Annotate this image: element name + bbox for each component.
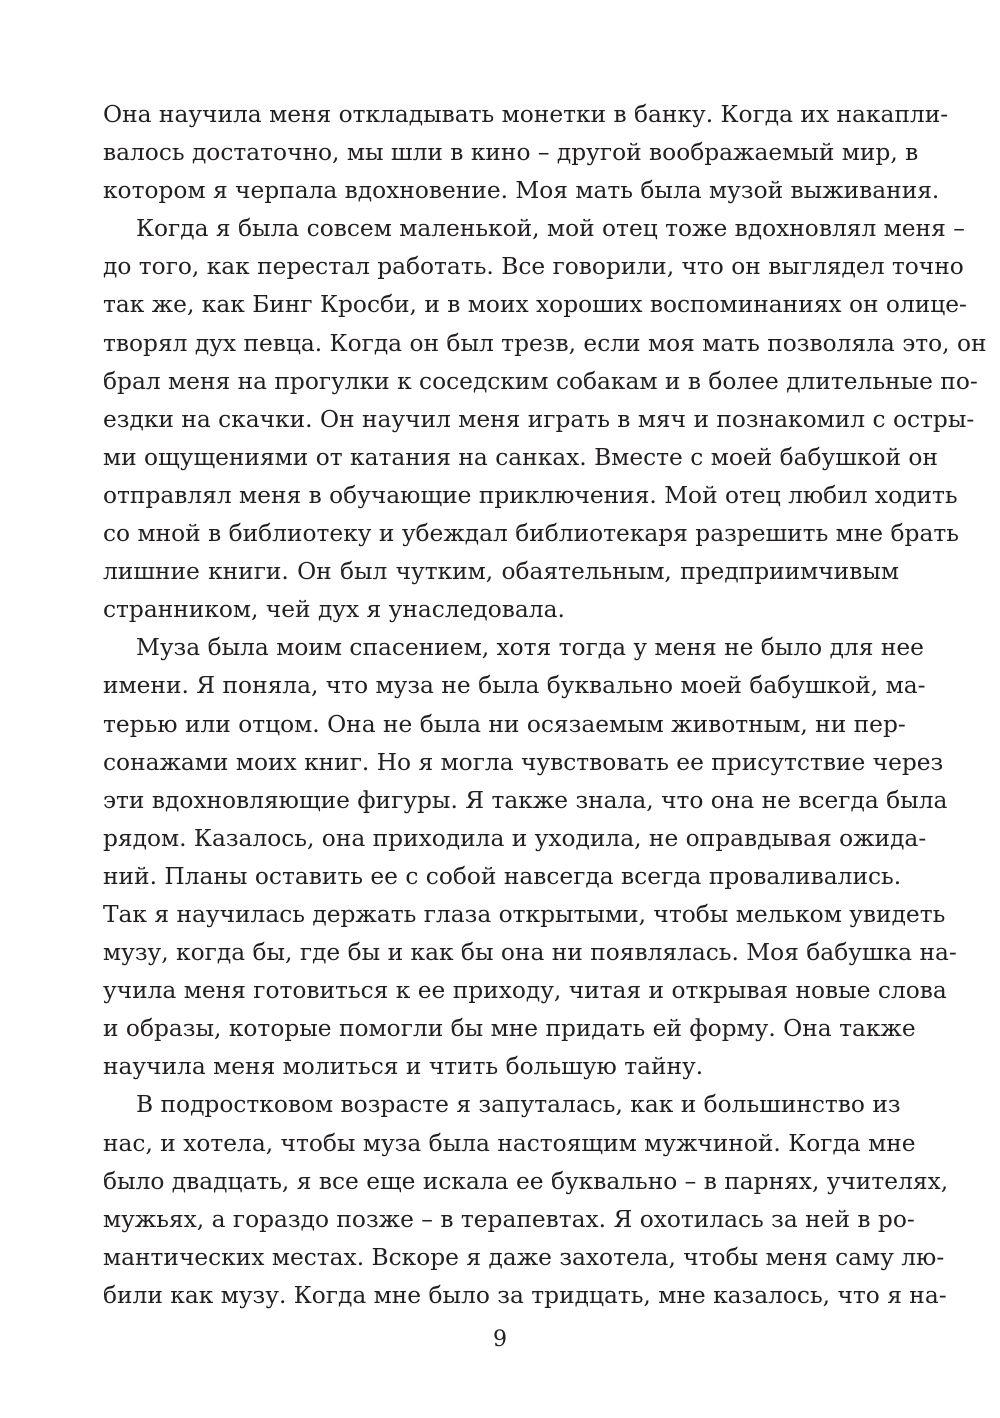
text-line: нас, и хотела, чтобы муза была настоящим мужчиной. Когда мне (103, 1129, 916, 1157)
text-line: так же, как Бинг Кросби, и в моих хороших воспоминаниях он олице- (103, 291, 967, 319)
text-line: котором я черпала вдохновение. Моя мать была музой выживания. (103, 177, 940, 205)
text-line: странником, чей дух я унаследовала. (103, 596, 565, 624)
text-line: творял дух певца. Когда он был трезв, если моя мать позволяла это, он (103, 329, 987, 357)
text-line: ми ощущениями от катания на санках. Вместе с моей бабушкой он (103, 443, 938, 471)
text-line: били как музу. Когда мне было за тридцать, мне казалось, что я на- (103, 1281, 947, 1309)
text-line: В подростковом возрасте я запуталась, как и большинство из (136, 1091, 901, 1119)
body-text (103, 96, 987, 1315)
text-line: и образы, которые помогли бы мне придать ей форму. Она также (103, 1015, 916, 1043)
text-line: отправлял меня в обучающие приключения. Мой отец любил ходить (103, 481, 958, 509)
text-line: Она научила меня откладывать монетки в банку. Когда их накапли- (103, 101, 949, 128)
text-line: было двадцать, я все еще искала ее буквально – в парнях, учителях, (103, 1167, 949, 1195)
text-line: рядом. Казалось, она приходила и уходила, не оправдывая ожида- (103, 824, 927, 852)
text-line: до того, как перестал работать. Все говорили, что он выглядел точно (103, 253, 964, 281)
text-line: Когда я была совсем маленькой, мой отец тоже вдохновлял меня – (136, 215, 965, 243)
text-line: Муза была моим спасением, хотя тогда у меня не было для нее (136, 634, 924, 662)
text-line: ний. Планы оставить ее с собой навсегда всегда проваливались. (103, 862, 902, 890)
text-line: терью или отцом. Она не была ни осязаемым животным, ни пер- (103, 710, 906, 738)
text-line: имени. Я поняла, что муза не была буквально моей бабушкой, ма- (103, 672, 926, 700)
text-line: учила меня готовиться к ее приходу, читая и открывая новые слова (103, 977, 947, 1005)
text-line: Так я научилась держать глаза открытыми, чтобы мельком увидеть (103, 900, 946, 928)
text-line: мантических местах. Вскоре я даже захотела, чтобы меня саму лю- (103, 1243, 945, 1271)
text-line: сонажами моих книг. Но я могла чувствовать ее присутствие через (103, 748, 944, 776)
text-line: ездки на скачки. Он научил меня играть в мяч и познакомил с остры- (103, 405, 975, 433)
text-line: валось достаточно, мы шли в кино – другой воображаемый мир, в (103, 139, 919, 167)
text-line: научила меня молиться и чтить большую тайну. (103, 1053, 704, 1081)
text-line: брал меня на прогулки к соседским собакам и в более длительные по- (103, 367, 978, 395)
page-number: 9 (493, 1327, 507, 1352)
text-line: музу, когда бы, где бы и как бы она ни появлялась. Моя бабушка на- (103, 939, 957, 967)
text-line: мужьях, а гораздо позже – в терапевтах. Я охотилась за ней в ро- (103, 1205, 915, 1233)
text-line: эти вдохновляющие фигуры. Я также знала, что она не всегда была (103, 786, 948, 814)
text-line: лишние книги. Он был чутким, обаятельным, предприимчивым (103, 558, 899, 586)
text-line: со мной в библиотеку и убеждал библиотекаря разрешить мне брать (103, 520, 959, 548)
